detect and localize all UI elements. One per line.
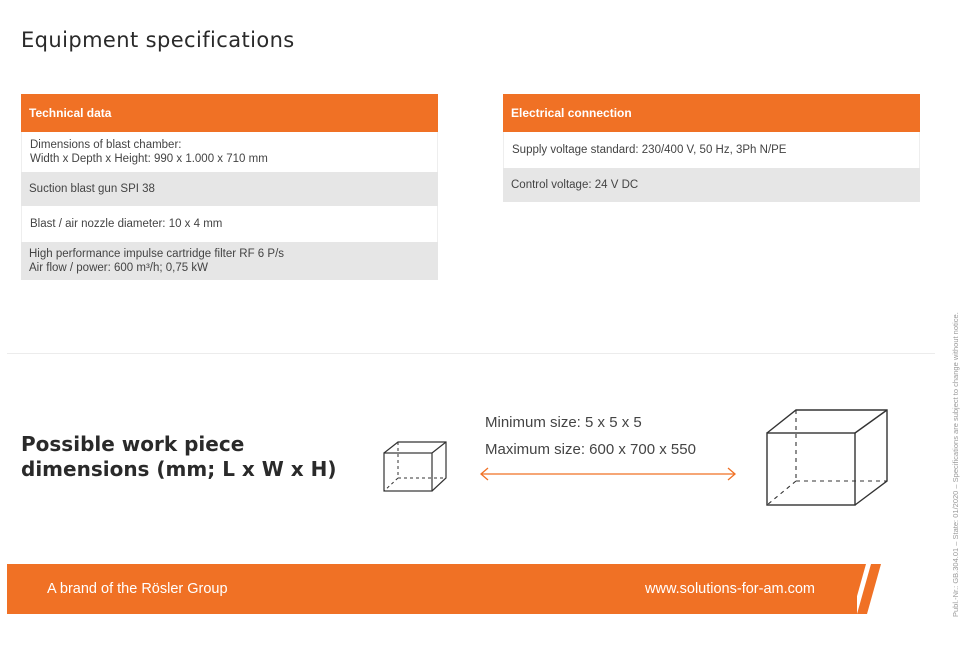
footer-brand-text: A brand of the Rösler Group xyxy=(47,581,228,597)
maximum-size-label: Maximum size: 600 x 700 x 550 xyxy=(485,441,696,458)
small-cube-icon xyxy=(380,438,452,496)
table-row xyxy=(503,168,920,202)
work-piece-heading: Possible work piece dimensions (mm; L x W x H) xyxy=(21,432,337,481)
row-text: Supply voltage standard: 230/400 V, 50 Hz, 3Ph N/PE xyxy=(512,144,787,156)
footer-stripe xyxy=(840,564,885,614)
table-row xyxy=(21,206,438,242)
table-row xyxy=(21,242,438,280)
electrical-connection-header: Electrical connection xyxy=(503,94,920,132)
footer-url-link[interactable]: www.solutions-for-am.com xyxy=(645,581,816,597)
table-row xyxy=(503,132,920,168)
side-note: Publ.-Nr.: GB.304.01 – State: 01/2020 – Specifications are subject to change without notice. xyxy=(951,312,960,617)
row-text: Blast / air nozzle diameter: 10 x 4 mm xyxy=(30,218,223,230)
double-arrow-icon xyxy=(478,466,740,482)
table-row xyxy=(21,172,438,206)
row-text: High performance impulse cartridge filter RF 6 P/s xyxy=(29,248,285,260)
row-text: Air flow / power: 600 m³/h; 0,75 kW xyxy=(29,262,208,274)
row-text: Width x Depth x Height: 990 x 1.000 x 710 mm xyxy=(30,153,268,165)
table-row xyxy=(21,132,438,172)
section-divider xyxy=(7,353,935,354)
minimum-size-label: Minimum size: 5 x 5 x 5 xyxy=(485,414,642,431)
row-text: Suction blast gun SPI 38 xyxy=(29,183,155,195)
page-title: Equipment specifications xyxy=(21,28,295,52)
electrical-connection-table xyxy=(503,94,920,202)
row-text: Dimensions of blast chamber: xyxy=(30,139,182,151)
technical-data-table xyxy=(21,94,438,280)
technical-data-header: Technical data xyxy=(21,94,438,132)
row-text: Control voltage: 24 V DC xyxy=(511,179,639,191)
large-cube-icon xyxy=(763,406,893,510)
